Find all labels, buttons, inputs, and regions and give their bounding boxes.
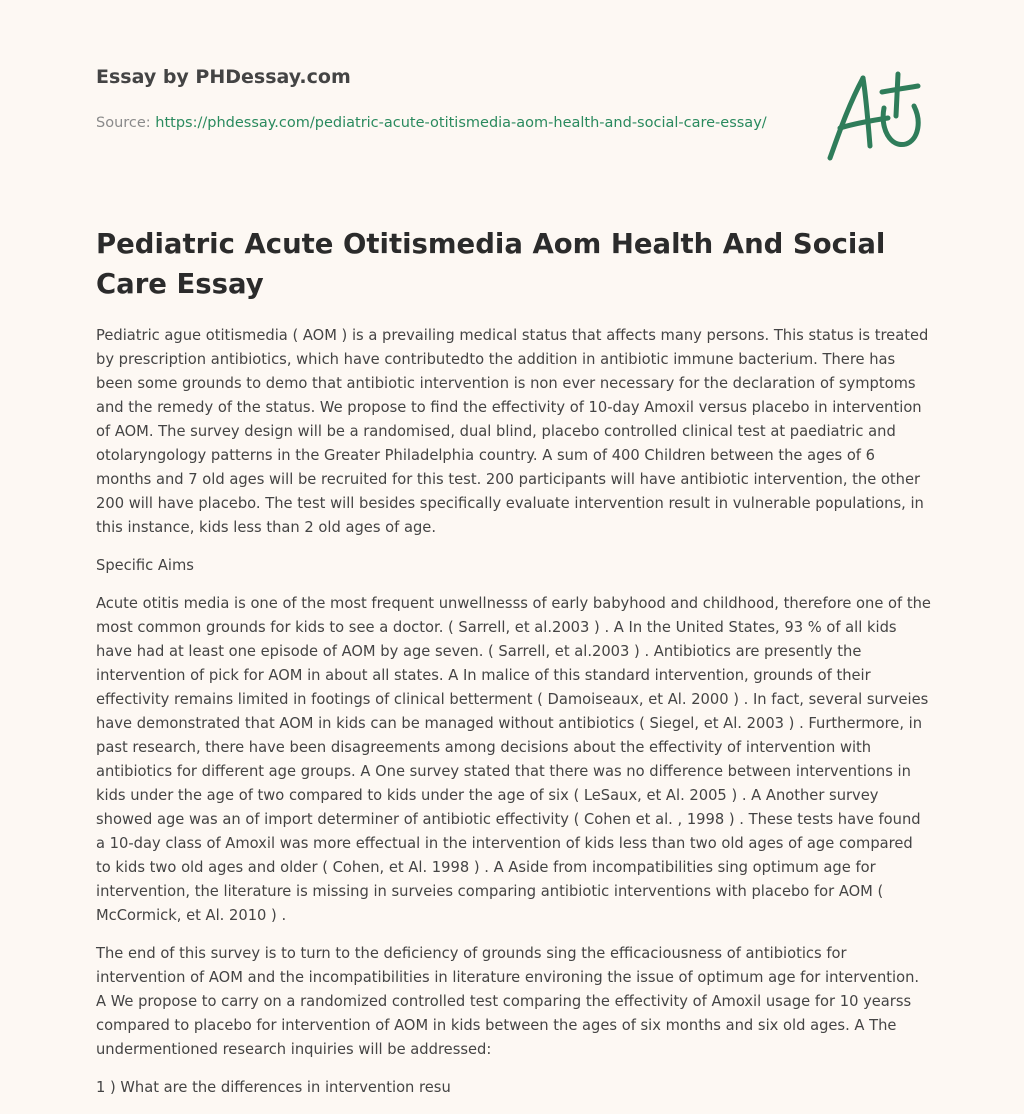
source-line (96, 111, 776, 135)
article-title: Pediatric Acute Otitismedia Aom Health And Social Care Essay (96, 228, 886, 300)
paragraph: The end of this survey is to turn to the deficiency of grounds sing the efficaciousness of antibiotics for intervention of AOM and the incompatibilities in literature environing the issue of optimum age for intervention. A We propose to carry on a randomized controlled test comparing the effectivity of Amoxil usage for 10 yearss compared to placebo for intervention of AOM in kids between the ages of six months and six old ages. A The undermentioned research inquiries will be addressed: (96, 945, 920, 1058)
section-heading: Specific Aims (96, 557, 194, 574)
source-link[interactable]: https://phdessay.com/pediatric-acute-otitismedia-aom-health-and-social-care-essay/ (155, 115, 767, 131)
a-plus-logo (818, 66, 928, 166)
paragraph: 1 ) What are the differences in intervention resu (96, 1079, 451, 1096)
site-title: Essay by PHDessay.com (96, 66, 351, 88)
paragraph: Acute otitis media is one of the most frequent unwellnesss of early babyhood and childhood, therefore one of the most common grounds for kids to see a doctor. ( Sarrell, et al.2003 ) . A In the United States, 93 % of all kids have had at least one episode of AOM by age seven. ( Sarrell, et al.2003 ) . Antibiotics are presently the intervention of pick for AOM in about all states. A In malice of this standard intervention, grounds of their effectivity remains limited in footings of clinical betterment ( Damoiseaux, et Al. 2000 ) . In fact, several surveies have demonstrated that AOM in kids can be managed without antibiotics ( Siegel, et Al. 2003 ) . Furthermore, in past research, there have been disagreements among decisions about the effectivity of intervention with antibiotics for different age groups. A One survey stated that there was no difference between interventions in kids under the age of two compared to kids under the age of six ( LeSaux, et Al. 2005 ) . A Another survey showed age was an of import determiner of antibiotic effectivity ( Cohen et al. , 1998 ) . These tests have found a 10-day class of Amoxil was more effectual in the intervention of kids less than two old ages of age compared to kids two old ages and older ( Cohen, et Al. 1998 ) . A Aside from incompatibilities sing optimum age for intervention, the literature is missing in surveies comparing antibiotic interventions with placebo for AOM ( McCormick, et Al. 2010 ) . (96, 595, 931, 924)
article-body (96, 324, 932, 1114)
paragraph: Pediatric ague otitismedia ( AOM ) is a prevailing medical status that affects many persons. This status is treated by prescription antibiotics, which have contributedto the addition in antibiotic immune bacterium. There has been some grounds to demo that antibiotic intervention is non ever necessary for the declaration of symptoms and the remedy of the status. We propose to find the effectivity of 10-day Amoxil versus placebo in intervention of AOM. The survey design will be a randomised, dual blind, placebo controlled clinical test at paediatric and otolaryngology patterns in the Greater Philadelphia country. A sum of 400 Children between the ages of 6 months and 7 old ages will be recruited for this test. 200 participants will have antibiotic intervention, the other 200 will have placebo. The test will besides specifically evaluate intervention result in vulnerable populations, in this instance, kids less than 2 old ages of age. (96, 327, 929, 536)
source-label: Source: (96, 115, 151, 131)
